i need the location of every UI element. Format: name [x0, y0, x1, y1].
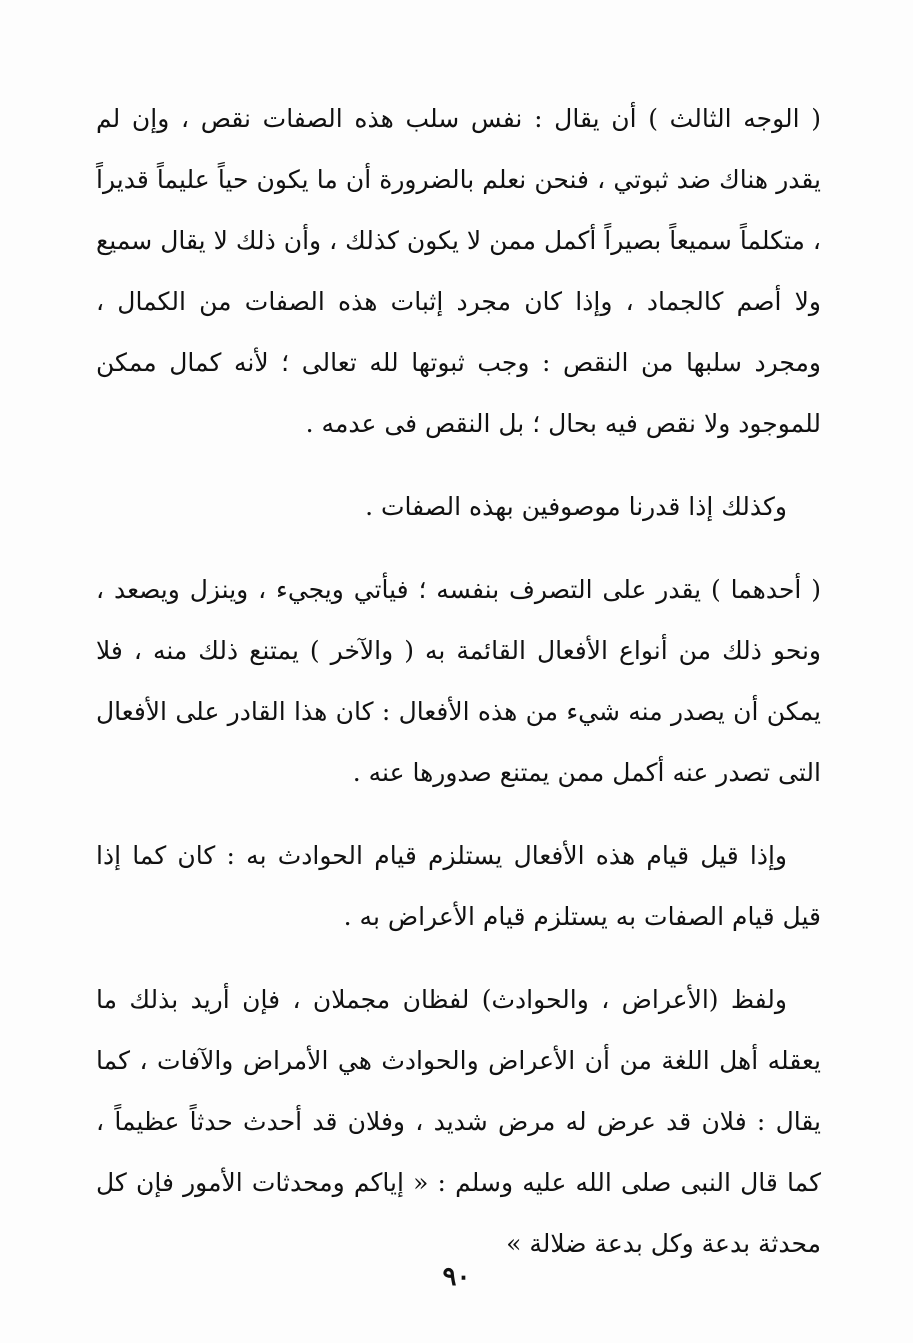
paragraph-gap: [96, 803, 821, 825]
paragraph-gap: [96, 537, 821, 559]
paragraph-gap: [96, 454, 821, 476]
page-body: [96, 88, 821, 1274]
paragraph-third-aspect: ( الوجه الثالث ) أن يقال : نفس سلب هذه الصفات نقص ، وإن لم يقدر هناك ضد ثبوتي ، فنحن نعلم بالضرورة أن ما يكون حياً عليماً قديراً ، متكلماً سميعاً بصيراً أكمل ممن لا يكون كذلك ، وأن ذلك لا يقال سميع ولا أصم كالجماد ، وإذا كان مجرد إثبات هذه الصفات من الكمال ، ومجرد سلبها من النقص : وجب ثبوتها لله تعالى ؛ لأنه كمال ممكن للموجود ولا نقص فيه بحال ؛ بل النقص فى عدمه .: [96, 104, 821, 438]
paragraph-if-said: وإذا قيل قيام هذه الأفعال يستلزم قيام الحوادث به : كان كما إذا قيل قيام الصفات به يستلزم قيام الأعراض به .: [96, 841, 821, 931]
page-number: ٩٠: [442, 1262, 471, 1292]
paragraph-one-of-them: ( أحدهما ) يقدر على التصرف بنفسه ؛ فيأتي ويجيء ، وينزل ويصعد ، ونحو ذلك من أنواع الأفعال القائمة به ( والآخر ) يمتنع ذلك منه ، فلا يمكن أن يصدر منه شيء من هذه الأفعال : كان هذا القادر على الأفعال التى تصدر عنه أكمل ممن يمتنع صدورها عنه .: [96, 575, 821, 787]
paragraph-gap: [96, 947, 821, 969]
paragraph-likewise: وكذلك إذا قدرنا موصوفين بهذه الصفات .: [365, 492, 787, 521]
paragraph-accidents-events: ولفظ (الأعراض ، والحوادث) لفظان مجملان ، فإن أريد بذلك ما يعقله أهل اللغة من أن الأعراض والحوادث هي الأمراض والآفات ، كما يقال : فلان قد عرض له مرض شديد ، وفلان قد أحدث حدثاً عظيماً ، كما قال النبى صلى الله عليه وسلم : « إياكم ومحدثات الأمور فإن كل محدثة بدعة وكل بدعة ضلالة »: [96, 985, 821, 1258]
